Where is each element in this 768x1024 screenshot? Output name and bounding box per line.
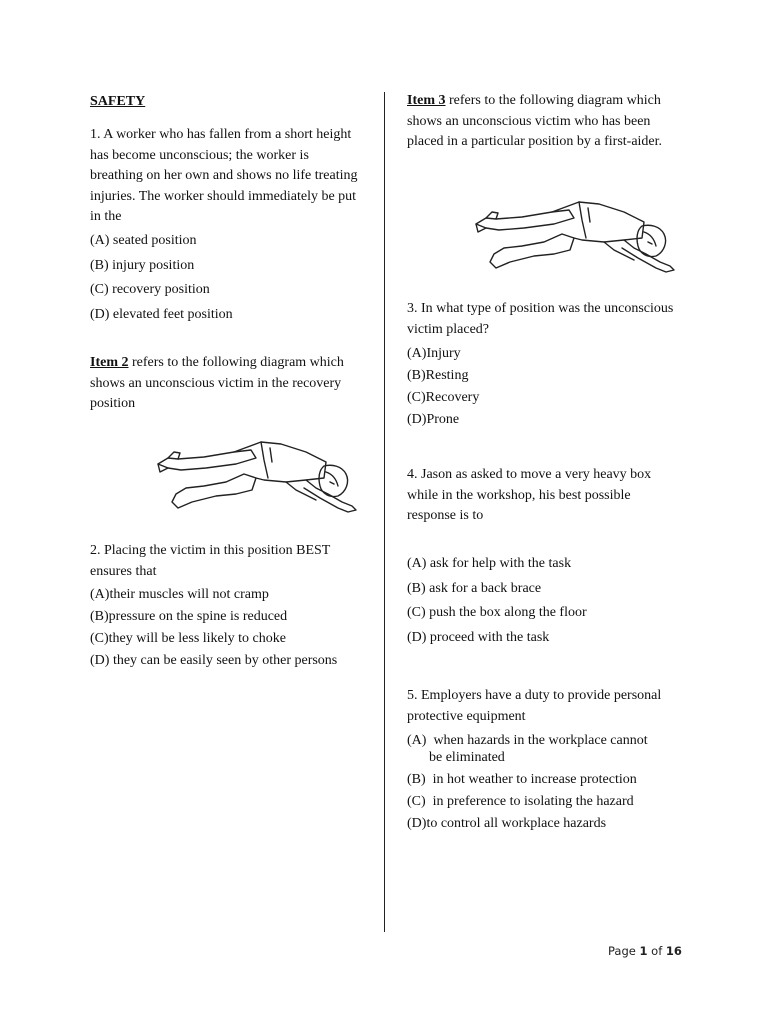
question-3-options (407, 344, 677, 432)
option-letter: (A) (90, 587, 110, 602)
option-text: Prone (426, 412, 460, 427)
option-text: in preference to isolating the hazard (425, 794, 634, 809)
recovery-position-figure (156, 438, 361, 518)
question-3-stem: 3. In what type of position was the unconscious victim placed? (407, 301, 674, 337)
question-1-option-b[interactable]: (B) injury position (90, 257, 195, 273)
question-3-option-d[interactable] (407, 410, 677, 432)
option-text: Injury (426, 346, 461, 361)
question-4-stem: 4. Jason as asked to move a very heavy box while in the workshop, his best possible response is to (407, 467, 652, 523)
question-1-option-d[interactable]: (D) elevated feet position (90, 306, 233, 322)
question-1-stem: 1. A worker who has fallen from a short height has become unconscious; the worker is breathing on her own and shows no life treating injuries. The worker should immediately be put in the (90, 127, 358, 224)
option-text: Resting (425, 368, 469, 383)
option-letter: (B) (407, 368, 426, 383)
question-3-option-c[interactable] (407, 388, 677, 410)
page-number (608, 944, 682, 958)
option-letter: (A) (407, 733, 427, 748)
question-5-option-c[interactable] (407, 792, 692, 814)
section-title: SAFETY (90, 94, 146, 109)
option-text: they will be less likely to choke (108, 631, 286, 646)
question-4-option-b[interactable]: (B) ask for a back brace (407, 580, 542, 596)
option-text: their muscles will not cramp (109, 587, 269, 602)
question-2-option-a[interactable] (90, 585, 375, 607)
option-letter: (B) (90, 609, 109, 624)
question-2-option-d[interactable] (90, 651, 375, 673)
page-of: of (647, 944, 666, 958)
option-text: in hot weather to increase protection (425, 772, 637, 787)
question-4-option-d[interactable]: (D) proceed with the task (407, 629, 550, 645)
question-5-options (407, 731, 692, 836)
item-3-intro (407, 91, 687, 153)
option-letter: (C) (90, 631, 109, 646)
column-divider (384, 92, 385, 932)
item-2-text: refers to the following diagram which shows an unconscious victim in the recovery position (90, 355, 344, 411)
option-text: Recovery (425, 390, 480, 405)
option-letter: (D) (407, 816, 427, 831)
option-text: to control all workplace hazards (426, 816, 607, 831)
question-5-option-a-cont: be eliminated (429, 750, 505, 765)
question-5-stem: 5. Employers have a duty to provide personal protective equipment (407, 688, 662, 724)
question-5-option-b[interactable] (407, 770, 692, 792)
item-3-text: refers to the following diagram which shows an unconscious victim who has been placed in a particular position by a first-aider. (407, 93, 663, 149)
question-5-option-a[interactable] (407, 731, 692, 748)
item-2-intro (90, 353, 360, 415)
option-letter: (B) (407, 772, 426, 787)
page-prefix: Page (608, 944, 640, 958)
question-2-stem: 2. Placing the victim in this position BEST ensures that (90, 543, 331, 579)
item-2-label: Item 2 (90, 355, 129, 370)
question-4-option-a[interactable]: (A) ask for help with the task (407, 556, 572, 571)
option-text: pressure on the spine is reduced (108, 609, 288, 624)
page-total: 16 (665, 944, 682, 958)
question-5-option-d[interactable] (407, 814, 692, 836)
question-3-option-a[interactable] (407, 344, 677, 366)
option-letter: (C) (407, 794, 426, 809)
question-3-option-b[interactable] (407, 366, 677, 388)
option-text: they can be easily seen by other persons (109, 653, 338, 668)
question-1-options (90, 231, 370, 329)
question-1-option-a[interactable]: (A) seated position (90, 233, 197, 248)
item-3-label: Item 3 (407, 93, 446, 108)
option-letter: (D) (90, 653, 110, 668)
option-text: when hazards in the workplace cannot (426, 733, 648, 748)
question-1-option-c[interactable]: (C) recovery position (90, 282, 210, 298)
option-letter: (D) (407, 412, 427, 427)
option-letter: (A) (407, 346, 427, 361)
recovery-position-figure-2 (474, 198, 679, 278)
question-4-options (407, 554, 687, 652)
question-2-option-b[interactable] (90, 607, 375, 629)
question-2-option-c[interactable] (90, 629, 375, 651)
question-2-options (90, 585, 375, 673)
option-letter: (C) (407, 390, 426, 405)
page-current: 1 (639, 944, 648, 958)
question-4-option-c[interactable]: (C) push the box along the floor (407, 605, 587, 621)
